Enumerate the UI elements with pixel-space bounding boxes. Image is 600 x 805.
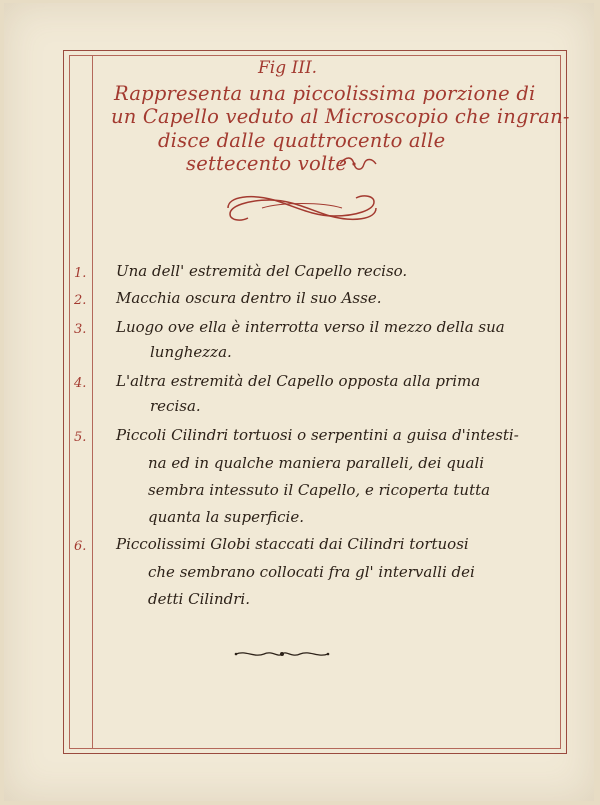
title-line-4: settecento volte [186, 152, 348, 175]
item-number-2: 2. [74, 293, 87, 308]
item-number-3: 3. [74, 322, 87, 337]
title-line-1: Rappresenta una piccolissima porzione di [114, 82, 536, 105]
item-number-6: 6. [74, 539, 87, 554]
item-5-line-2: na ed in qualche maniera paralleli, dei quali [148, 454, 485, 472]
item-5-line-3: sembra intessuto il Capello, e ricoperta tutta [148, 481, 491, 499]
item-5-line-4: quanta la superficie. [148, 508, 304, 526]
ornamental-flourish-icon [222, 188, 382, 228]
bottom-ornament-icon [232, 646, 332, 662]
margin-rule [92, 56, 93, 748]
item-number-1: 1. [74, 266, 87, 281]
item-1-line-1: Una dell' estremità del Capello reciso. [116, 262, 408, 280]
title-line-2: un Capello veduto al Microscopio che ingran- [111, 105, 570, 128]
item-2-line-1: Macchia oscura dentro il suo Asse. [116, 289, 382, 307]
item-6-line-3: detti Cilindri. [148, 590, 250, 608]
figure-label: Fig III. [258, 58, 318, 78]
item-4-line-1: L'altra estremità del Capello opposta alla prima [116, 372, 481, 390]
item-number-5: 5. [74, 430, 87, 445]
item-number-4: 4. [74, 376, 87, 391]
item-6-line-2: che sembrano collocati fra gl' intervalli dei [148, 563, 475, 581]
item-3-line-1: Luogo ove ella è interrotta verso il mezzo della sua [116, 318, 505, 336]
title-line-3: disce dalle quattrocento alle [158, 129, 446, 152]
title-end-flourish-icon [338, 154, 380, 174]
item-3-line-2: lunghezza. [150, 343, 232, 361]
item-5-line-1: Piccoli Cilindri tortuosi o serpentini a guisa d'intesti- [116, 426, 519, 444]
item-4-line-2: recisa. [150, 397, 201, 415]
item-6-line-1: Piccolissimi Globi staccati dai Cilindri tortuosi [116, 535, 469, 553]
